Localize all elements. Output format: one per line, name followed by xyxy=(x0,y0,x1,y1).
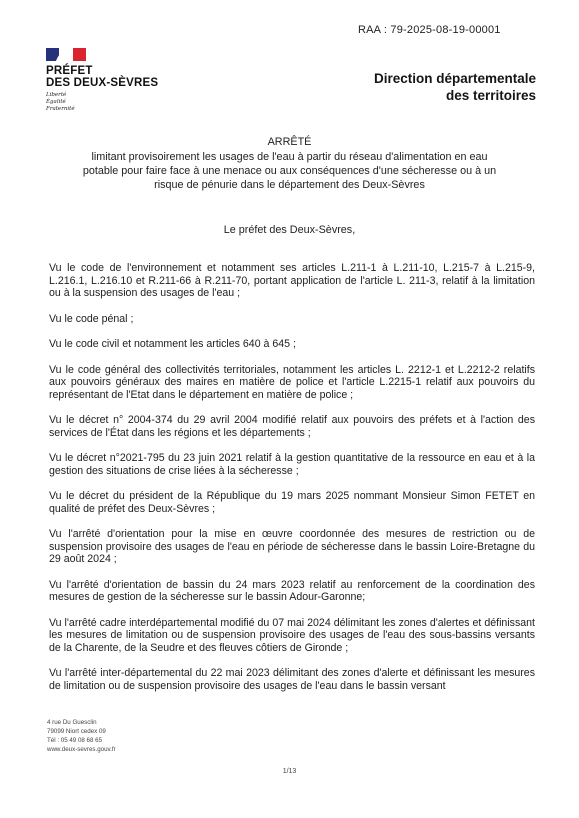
visa-paragraph: Vu le code général des collectivités territoriales, notamment les articles L. 2212-1 et L.2212-2 relatifs aux pouvoirs généraux des maires en matière de police et l'article L.2215-1 relatif aux pouvoirs du représentant de l'Etat dans le département en matière de police ; xyxy=(49,363,535,401)
prefecture-name-line1: PRÉFET xyxy=(46,65,93,77)
prefet-line: Le préfet des Deux-Sèvres, xyxy=(223,224,356,236)
visa-paragraph: Vu l'arrêté cadre interdépartemental modifié du 07 mai 2024 délimitant les zones d'alertes et définissant les mesures de limitation ou de suspension provisoire des usages de l'eau des sous-bassins versants de la Charente, de la Seudre et des fleuves côtiers de Gironde ; xyxy=(49,616,535,654)
visa-paragraph: Vu le code pénal ; xyxy=(49,312,134,325)
republic-motto xyxy=(46,92,186,113)
visa-paragraph: Vu l'arrêté d'orientation de bassin du 24 mars 2023 relatif au renforcement de la coordination des mesures de gestion de la sécheresse sur le bassin Adour-Garonne; xyxy=(49,578,535,603)
visa-paragraph: Vu le décret n°2021-795 du 23 juin 2021 relatif à la gestion quantitative de la ressource en eau et à la gestion des situations de crise liées à la sécheresse ; xyxy=(49,452,535,477)
marianne-flag-icon xyxy=(46,48,86,61)
direction-heading xyxy=(374,70,536,104)
visa-paragraph: Vu le code civil et notamment les articles 640 à 645 ; xyxy=(49,338,296,350)
footer-city: 79099 Niort cedex 09 xyxy=(47,728,106,735)
arrete-subtitle: limitant provisoirement les usages de l'eau à partir du réseau d'alimentation en eau potable pour faire face à une menace ou aux conséquences d'une sécheresse ou à un risque de pénurie dans le département des Deux-Sèvres xyxy=(82,151,497,191)
page-number: 1/13 xyxy=(282,768,297,775)
direction-line1: Direction départementale xyxy=(373,71,536,86)
visa-paragraph: Vu l'arrêté inter-départemental du 22 mai 2023 délimitant des zones d'alerte et définissant les mesures de limitation ou de suspension provisoire des usages de l'eau dans le bassin versant xyxy=(49,667,535,692)
visa-paragraph: Vu le décret du président de la République du 19 mars 2025 nommant Monsieur Simon FETET en qualité de préfet des Deux-Sèvres ; xyxy=(49,490,535,515)
prefecture-logo xyxy=(46,48,186,113)
arrete-title: ARRÊTÉ xyxy=(267,136,312,148)
direction-line2: des territoires xyxy=(445,88,536,103)
footer-website: www.deux-sevres.gouv.fr xyxy=(47,746,116,753)
visas-section xyxy=(49,262,535,705)
motto-egalite: Égalité xyxy=(46,99,66,105)
raa-reference: RAA : 79-2025-08-19-00001 xyxy=(358,24,501,36)
visa-paragraph: Vu le décret n° 2004-374 du 29 avril 2004 modifié relatif aux pouvoirs des préfets et à l'action des services de l'État dans les régions et les départements ; xyxy=(49,414,535,439)
prefecture-name-line2: DES DEUX-SÈVRES xyxy=(46,77,159,89)
motto-fraternite: Fraternité xyxy=(46,106,75,112)
visa-paragraph: Vu le code de l'environnement et notamment ses articles L.211-1 à L.211-10, L.215-7 à L.215-9, L.216.1, L.216.10 et R.211-66 à R.211-70, portant application de l'article L. 211-3, relatif à la limitation ou à la suspension des usages de l'eau ; xyxy=(49,262,535,299)
visa-paragraph: Vu l'arrêté d'orientation pour la mise en œuvre coordonnée des mesures de restriction ou de suspension provisoire des usages de l'eau en période de sécheresse dans le bassin Loire-Bretagne du 29 août 2024 ; xyxy=(49,528,535,565)
motto-liberte: Liberté xyxy=(46,92,67,98)
footer-phone: Tél : 05 49 08 68 65 xyxy=(47,737,103,744)
footer-street: 4 rue Du Guesclin xyxy=(47,719,97,726)
address-footer xyxy=(47,718,116,754)
